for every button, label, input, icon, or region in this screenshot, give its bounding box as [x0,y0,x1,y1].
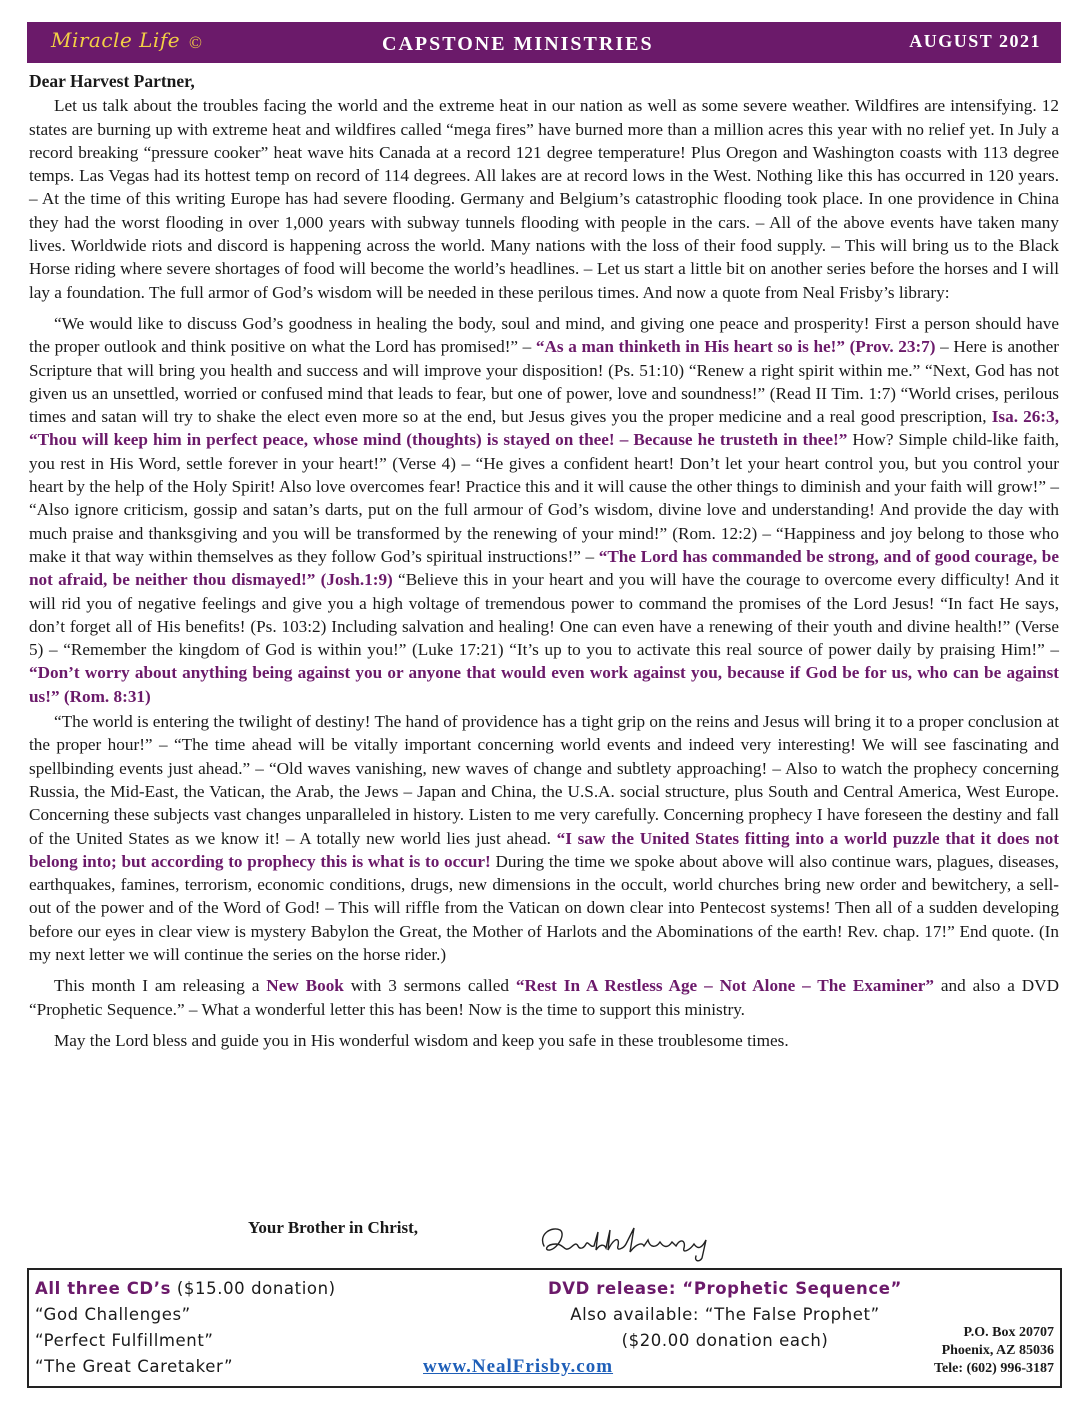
highlight-quote: “The Lord has commanded be strong, and of good courage, be not afraid, be neither thou dismayed!” (Josh.1:9) [29,546,1059,590]
ministry-name: CAPSTONE MINISTRIES [382,33,654,55]
dvd-offer [505,1276,945,1354]
offer-box [27,1268,1062,1388]
website-link[interactable]: www.NealFrisby.com [423,1356,614,1377]
text-run: “We would like to discuss God’s goodness in healing the body, soul and mind, and giving one peace and prosperity! First a person should have the proper outlook and think positive on what the Lord has promised!” – [29,313,1059,357]
text-run: with 3 sermons called [343,976,516,996]
copyright-symbol: © [189,33,202,52]
header-banner [27,22,1061,63]
highlight-quote: Isa. 26:3, “Thou will keep him in perfect peace, whose mind (thoughts) is stayed on thee! – Because he trusteth in thee!” [29,407,1059,450]
cd-offer [35,1276,336,1380]
cd-donation: ($15.00 donation) [176,1279,336,1298]
dvd-also-available: Also available: “The False Prophet” [570,1305,880,1324]
cd-heading-line [35,1276,336,1302]
text-run: This month I am releasing a [54,976,267,996]
signature-image [530,1218,730,1264]
text-run: – Here is another Scripture that will bring you health and success and will improve your disposition! (Ps. 51:10) “Renew a right spirit within me.” “Next, God has not given us an unsettled, worried or confused mind that leads to fear, but one of power, love and soundness!” (Read II Tim. 1:7) “World crises, perilous times and satan will try to shake the elect even more so at the end, but Jesus gives you the proper medicine and a real good prescription, [29,337,1060,427]
paragraph-2 [29,312,1059,708]
miracle-life-logo: Miracle Life [51,28,181,52]
text-run: and also a DVD “Prophetic Sequence.” – What a wonderful letter this has been! Now is the time to support this ministry. [29,976,1060,1019]
highlight-sermons: “Rest In A Restless Age – Not Alone – The Examiner” [515,976,935,996]
phone-line: Tele: (602) 996-3187 [933,1361,1054,1376]
highlight-book: New Book [266,976,344,996]
text-run: “Believe this in your heart and you will have the courage to overcome every difficulty! And it will rid you of negative feelings and give you a high voltage of tremendous power to command the promises of the Lord Jesus! “In fact He says, don’t forget all of His benefits! (Ps. 103:2) Including salvation and healing! One can even have a renewing of their youth and divine health!” (Verse 5) – “Remember the kingdom of God is within you!” (Luke 17:21) “It’s up to you to activate this real source of power daily by praising Him!” – [29,570,1060,660]
salutation: Dear Harvest Partner, [29,71,195,91]
cd-title: “The Great Caretaker” [35,1357,234,1376]
address-line: Phoenix, AZ 85036 [941,1343,1054,1358]
paragraph-4 [29,974,1059,1021]
issue-date: AUGUST 2021 [909,31,1041,51]
text-run: During the time we spoke about above will also continue wars, plagues, diseases, earthquakes, famines, terrorism, economic conditions, drugs, new dimensions in the occult, world churches bring new order and bewitchery, a sell-out of the power and of the Word of God! – This will riffle from the Vatican on down clear into Pentecost systems! Then all of a sudden developing before our eyes in clear view is mystery Babylon the Great, the Mother of Harlots and the Abominations of the earth! Rev. chap. 17!” End quote. (In my next letter we will continue the series on the horse rider.) [29,851,1059,964]
highlight-quote: “Don’t worry about anything being against you or anyone that would even work against you, because if God be for us, who can be against us!” (Rom. 8:31) [29,663,1059,706]
paragraph-3 [29,710,1059,966]
address-line: P.O. Box 20707 [963,1325,1054,1340]
paragraph-5: May the Lord bless and guide you in His wonderful wisdom and keep you safe in these troublesome times. [54,1030,789,1050]
letter-body [29,68,1059,1054]
mailing-address [934,1324,1054,1378]
highlight-quote: “I saw the United States fitting into a world puzzle that it does not belong into; but according to prophecy this is what is to occur! [29,828,1059,871]
dvd-heading: DVD release: “Prophetic Sequence” [548,1279,902,1298]
dvd-donation: ($20.00 donation each) [621,1331,829,1350]
text-run: How? Simple child-like faith, you rest in His Word, settle forever in your heart!” (Verse 4) – “He gives a confident heart! Don’t let your heart control you, but you control your heart by the help of the Holy Spirit! Also love overcomes fear! Practice this and it will cause the other things to diminish and your faith will grow!” – “Also ignore criticism, gossip and satan’s darts, put on the full armour of God’s wisdom, divine love and understanding! And provide the day with much praise and thanksgiving and you will be transformed by the renewing of your mind!” (Rom. 12:2) – “Happiness and joy belong to those who make it that way within themselves as they follow God’s spiritual instructions!” – [29,430,1059,566]
paragraph-1: Let us talk about the troubles facing the world and the extreme heat in our nation as well as some severe weather. Wildfires are intensifying. 12 states are burning up with extreme heat and wildfires called “mega fires” have burned more than a million acres this year with no relief yet. In July a record breaking “pressure cooker” heat wave hits Canada at a record 121 degree temperature! Plus Oregon and Washington coasts with 113 degree temps. Las Vegas had its hottest temp on record of 114 degrees. All lakes are at record lows in the West. Nothing like this has occurred in 120 years. – At the time of this writing Europe has had severe flooding. Germany and Belgium’s catastrophic flooding took place. In one providence in China they had the worst flooding in over 1,000 years with subway tunnels flooding with people in the cars. – All of the above events have taken many lives. Worldwide riots and discord is happening across the world. Many nations with the loss of their food supply. – This will bring us to the Black Horse riding where severe shortages of food will become the world’s headlines. – Let us start a little bit on another series before the horses and I will lay a foundation. The full armor of God’s wisdom will be needed in these perilous times. And now a quote from Neal Frisby’s library: [29,96,1059,302]
highlight-quote: “As a man thinketh in His heart so is he!” (Prov. 23:7) [535,337,936,357]
signoff: Your Brother in Christ, [248,1218,419,1237]
text-run: “The world is entering the twilight of destiny! The hand of providence has a tight grip on the reins and Jesus will bring it to a proper conclusion at the proper hour!” – “The time ahead will be vitally important concerning world events and indeed very interesting! We will see fascinating and spellbinding events just ahead.” – “Old waves vanishing, new waves of change and subtlety approaching! – Also to watch the prophecy concerning Russia, the Mid-East, the Vatican, the Arab, the Jews – Japan and China, the U.S.A. social structure, plus South and Central America, West Europe. Concerning these subjects vast changes unparalleled in history. Listen to me very carefully. Concerning prophecy I have foreseen the destiny and fall of the United States as we know it! – A totally new world lies just ahead. [29,712,1059,848]
cd-title: “God Challenges” [35,1305,191,1324]
cd-heading: All three CD’s [35,1279,172,1298]
cd-title: “Perfect Fulfillment” [35,1331,214,1350]
